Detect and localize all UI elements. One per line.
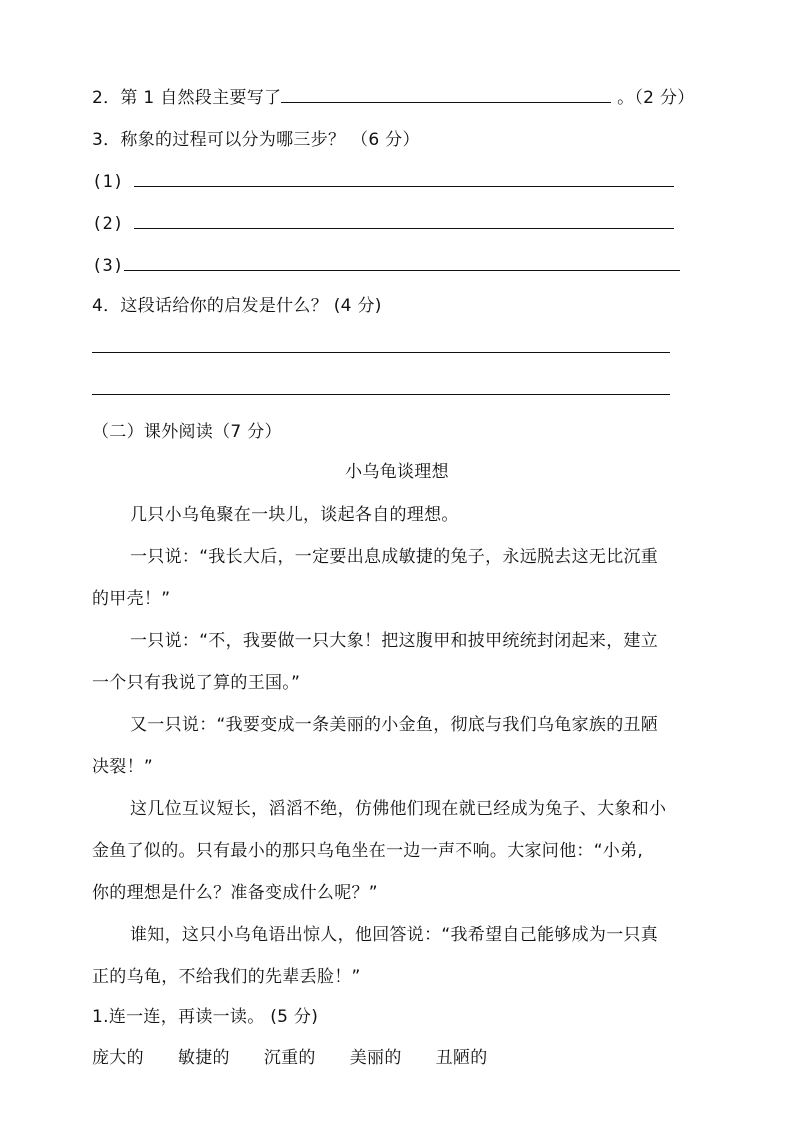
story-paragraph-2-line-2: 的甲壳！” — [92, 589, 171, 609]
question-3-item-1 — [92, 170, 674, 194]
story-paragraph-1: 几只小乌龟聚在一块儿，谈起各自的理想。 — [130, 505, 459, 525]
word-1[interactable]: 庞大的 — [92, 1048, 144, 1068]
story-paragraph-2-line-1: 一只说：“我长大后，一定要出息成敏捷的兔子，永远脱去这无比沉重 — [130, 547, 659, 567]
question-2-suffix: 。（2 分） — [617, 88, 695, 108]
story-paragraph-5-line-1: 这几位互议短长，滔滔不绝，仿佛他们现在就已经成为兔子、大象和小 — [130, 799, 667, 819]
story-paragraph-3-line-1: 一只说：“不，我要做一只大象！把这腹甲和披甲统统封闭起来，建立 — [130, 631, 659, 651]
item-1-label: (1) — [92, 172, 124, 192]
answer-line-q4-1[interactable] — [92, 336, 670, 360]
answer-blank-q3-1[interactable] — [134, 170, 674, 187]
story-paragraph-6-line-2: 正的乌龟，不给我们的先辈丢脸！” — [92, 967, 361, 987]
story-paragraph-5-line-2: 金鱼了似的。只有最小的那只乌龟坐在一边一声不响。大家问他：“小弟, — [92, 841, 644, 861]
answer-blank-q4-2[interactable] — [92, 378, 670, 395]
item-2-label: (2) — [92, 214, 124, 234]
section-heading: （二）课外阅读（7 分） — [92, 422, 282, 442]
word-5[interactable]: 丑陋的 — [435, 1048, 488, 1068]
story-paragraph-4-line-2: 决裂！” — [92, 757, 154, 777]
answer-blank-q3-2[interactable] — [134, 212, 674, 229]
story-paragraph-4-line-1: 又一只说：“我要变成一条美丽的小金鱼，彻底与我们乌龟家族的丑陋 — [130, 715, 659, 735]
question-3-item-2 — [92, 212, 674, 236]
word-4[interactable]: 美丽的 — [349, 1048, 402, 1068]
matching-words-row — [92, 1046, 488, 1070]
story-title: 小乌龟谈理想 — [345, 462, 449, 482]
answer-blank-q3-3[interactable] — [124, 254, 680, 271]
answer-line-q4-2[interactable] — [92, 378, 670, 402]
question-2-prefix: 2．第 1 自然段主要写了 — [92, 88, 282, 108]
story-paragraph-6-line-1: 谁知，这只小乌龟语出惊人，他回答说：“我希望自己能够成为一只真 — [130, 925, 659, 945]
task-1-instruction: 1.连一连，再读一读。 (5 分) — [92, 1007, 319, 1027]
question-2 — [92, 86, 695, 110]
question-3-item-3 — [92, 254, 680, 278]
answer-blank-q4-1[interactable] — [92, 336, 670, 353]
answer-blank-q2[interactable] — [281, 86, 611, 103]
story-paragraph-5-line-3: 你的理想是什么？准备变成什么呢？” — [92, 883, 378, 903]
story-paragraph-3-line-2: 一个只有我说了算的王国。” — [92, 673, 301, 693]
question-4: 4．这段话给你的启发是什么？ (4 分) — [92, 296, 382, 316]
word-3[interactable]: 沉重的 — [263, 1048, 316, 1068]
word-2[interactable]: 敏捷的 — [177, 1048, 230, 1068]
item-3-label: (3) — [92, 256, 124, 276]
question-3: 3．称象的过程可以分为哪三步？ （6 分） — [92, 130, 420, 150]
